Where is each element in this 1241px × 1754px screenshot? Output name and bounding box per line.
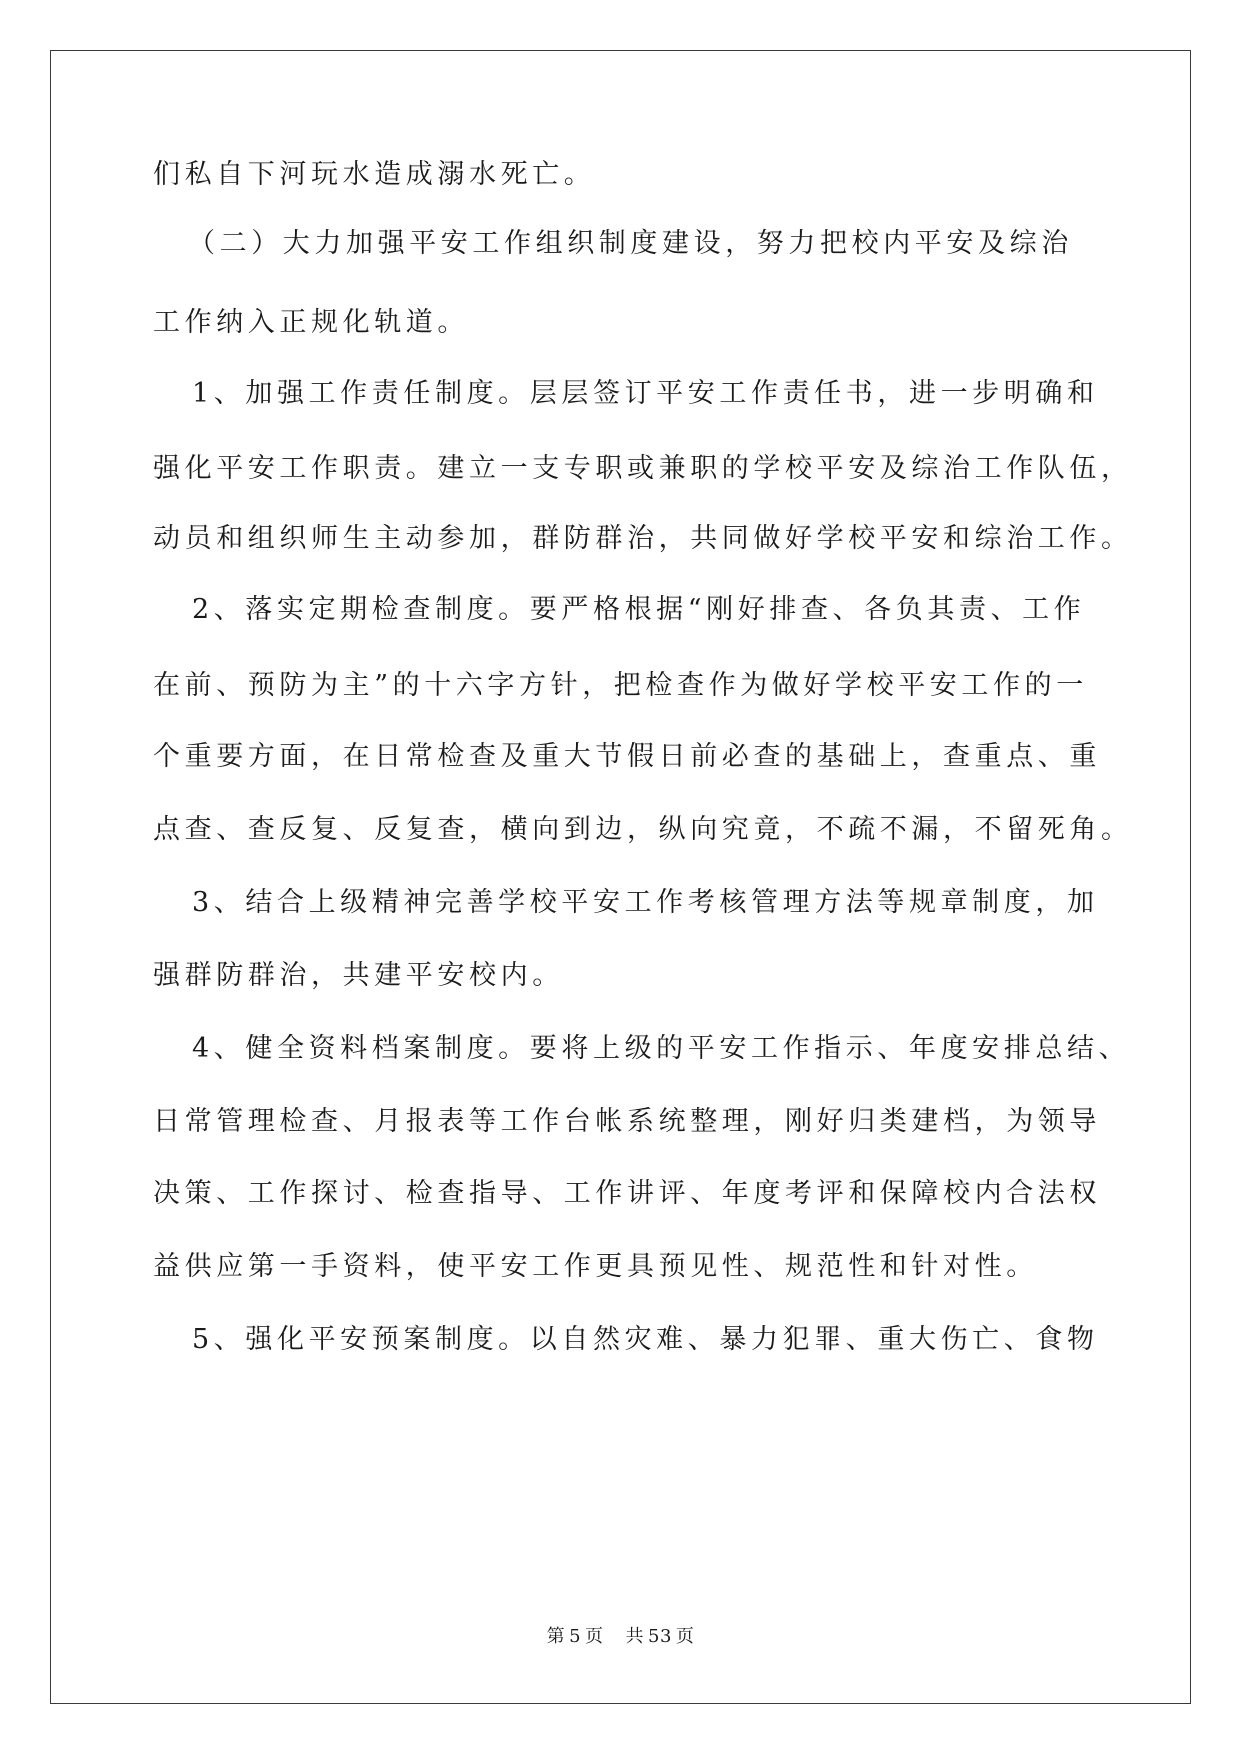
paragraph-line: 个重要方面，在日常检查及重大节假日前必查的基础上，查重点、重	[153, 741, 1101, 772]
page-border	[50, 50, 1191, 1704]
page-number: 5	[569, 1626, 582, 1647]
page-suffix: 页	[585, 1626, 604, 1647]
paragraph-line: 益供应第一手资料，使平安工作更具预见性、规范性和针对性。	[153, 1251, 1038, 1282]
paragraph-line: 1、加强工作责任制度。层层签订平安工作责任书，进一步明确和	[192, 378, 1099, 409]
paragraph-line: 5、强化平安预案制度。以自然灾难、暴力犯罪、重大伤亡、食物	[192, 1324, 1099, 1355]
paragraph-line: 点查、查反复、反复查，横向到边，纵向究竟，不疏不漏，不留死角。	[153, 814, 1133, 845]
paragraph-line: 强化平安工作职责。建立一支专职或兼职的学校平安及综治工作队伍，	[153, 453, 1133, 484]
paragraph-line: 2、落实定期检查制度。要严格根据“刚好排查、各负其责、工作	[192, 594, 1086, 625]
page-label: 第	[546, 1626, 566, 1647]
total-label: 共	[625, 1626, 645, 1647]
total-pages: 53	[648, 1626, 672, 1647]
paragraph-line: 动员和组织师生主动参加，群防群治，共同做好学校平安和综治工作。	[153, 523, 1133, 554]
section-heading-line: （二）大力加强平安工作组织制度建设，努力把校内平安及综治	[188, 228, 1073, 259]
paragraph-line: 决策、工作探讨、检查指导、工作讲评、年度考评和保障校内合法权	[153, 1178, 1101, 1209]
paragraph-line: 强群防群治，共建平安校内。	[153, 960, 564, 991]
page-footer	[0, 1622, 1241, 1648]
paragraph-line: 日常管理检查、月报表等工作台帐系统整理，刚好归类建档，为领导	[153, 1106, 1101, 1137]
total-suffix: 页	[675, 1626, 695, 1647]
paragraph-line: 们私自下河玩水造成溺水死亡。	[153, 159, 596, 190]
section-heading-line: 工作纳入正规化轨道。	[153, 307, 469, 338]
paragraph-line: 4、健全资料档案制度。要将上级的平安工作指示、年度安排总结、	[192, 1033, 1131, 1064]
paragraph-line: 在前、预防为主”的十六字方针，把检查作为做好学校平安工作的一	[153, 670, 1088, 701]
paragraph-line: 3、结合上级精神完善学校平安工作考核管理方法等规章制度，加	[192, 887, 1099, 918]
